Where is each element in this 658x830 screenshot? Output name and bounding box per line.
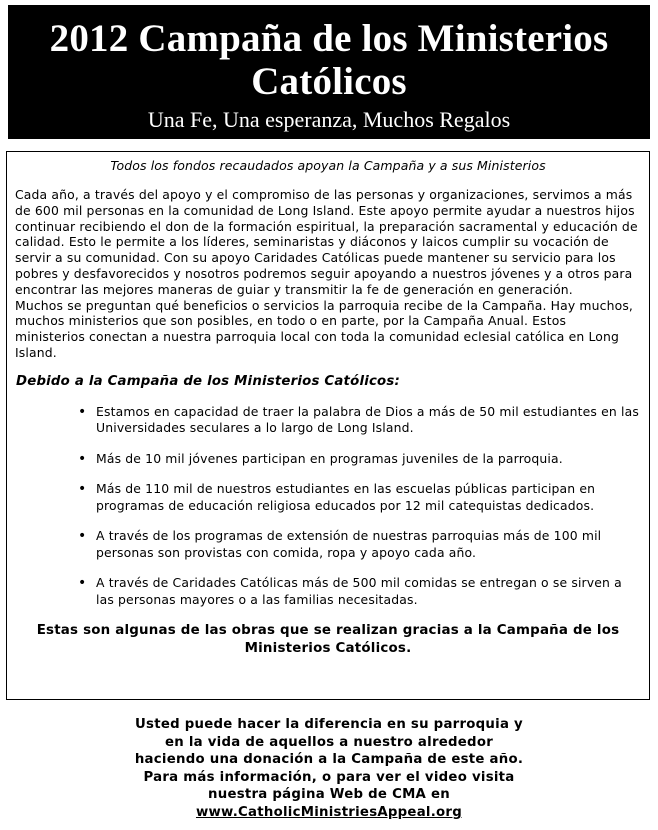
- bullet-icon: •: [78, 403, 87, 420]
- page-title: [8, 17, 650, 103]
- list-item: [7, 451, 649, 468]
- footer-text: Usted puede hacer la diferencia en su parroquia y en la vida de aquellos a nuestro alrededor haciendo una donación a la Campaña de este año. Para más información, o para ver el video visita nuestra página Web de CMA en: [134, 717, 524, 803]
- title-banner: [8, 5, 650, 139]
- list-item-text: Más de 110 mil de nuestros estudiantes en las escuelas públicas participan en programas de educación religiosa educados por 12 mil catequistas dedicados.: [96, 481, 596, 513]
- bullet-icon: •: [78, 450, 87, 467]
- ministries-list: [7, 404, 649, 609]
- list-item-text: Estamos en capacidad de traer la palabra de Dios a más de 50 mil estudiantes en las Universidades seculares a lo largo de Long Island.: [96, 403, 639, 436]
- body-text: [15, 187, 639, 361]
- website-link[interactable]: www.CatholicMinistriesAppeal.org: [195, 804, 462, 820]
- page-title-line2: Católicos: [251, 60, 407, 103]
- list-item: [7, 575, 649, 608]
- list-item-text: Más de 10 mil jóvenes participan en programas juveniles de la parroquia.: [96, 450, 563, 466]
- ministries-subheading: Debido a la Campaña de los Ministerios Católicos:: [16, 373, 401, 389]
- list-item-text: A través de Caridades Católicas más de 500 mil comidas se entregan o se sirven a las personas mayores o a las familias necesitadas.: [96, 575, 622, 607]
- list-item-text: A través de los programas de extensión de nuestras parroquias más de 100 mil personas son provistas con comida, ropa y apoyo cada año.: [96, 528, 602, 560]
- box-heading: Todos los fondos recaudados apoyan la Campaña y a sus Ministerios: [110, 158, 546, 173]
- footer-callout: [130, 716, 528, 822]
- list-item: [7, 404, 649, 437]
- list-item: [7, 528, 649, 561]
- bullet-icon: •: [78, 481, 87, 498]
- bullet-icon: •: [78, 528, 87, 545]
- bullet-icon: •: [78, 575, 87, 592]
- page-subtitle: Una Fe, Una esperanza, Muchos Regalos: [147, 107, 511, 132]
- page-title-line1: 2012 Campaña de los Ministerios: [49, 17, 609, 60]
- list-item: [7, 481, 649, 514]
- paragraph-1: Cada año, a través del apoyo y el compromiso de las personas y organizaciones, servimos a más de 600 mil personas en la comunidad de Long Island. Este apoyo permite ayudar a nuestros hijos continuar recibiendo el don de la formación espiritual, la preparación sacramental y educación de calidad. Esto le permite a los líderes, seminaristas y diáconos y laicos cumplir su vocación de servir a su comunidad. Con su apoyo Caridades Católicas puede mantener su servicio para los pobres y desfavorecidos y nosotros podremos seguir apoyando a nuestros jóvenes y a otros para encontrar las mejores maneras de guiar y transmitir la fe de generación en generación.: [15, 187, 638, 297]
- paragraph-2: Muchos se preguntan qué beneficios o servicios la parroquia recibe de la Campaña. Hay muchos, muchos ministerios que son posibles, en todo o en parte, por la Campaña Anual. Estos ministerios conectan a nuestra parroquia local con toda la comunidad eclesial católica en Long Island.: [15, 297, 634, 360]
- closing-statement: Estas son algunas de las obras que se realizan gracias a la Campaña de los Ministerios Católicos.: [36, 623, 620, 657]
- content-box: [6, 151, 650, 700]
